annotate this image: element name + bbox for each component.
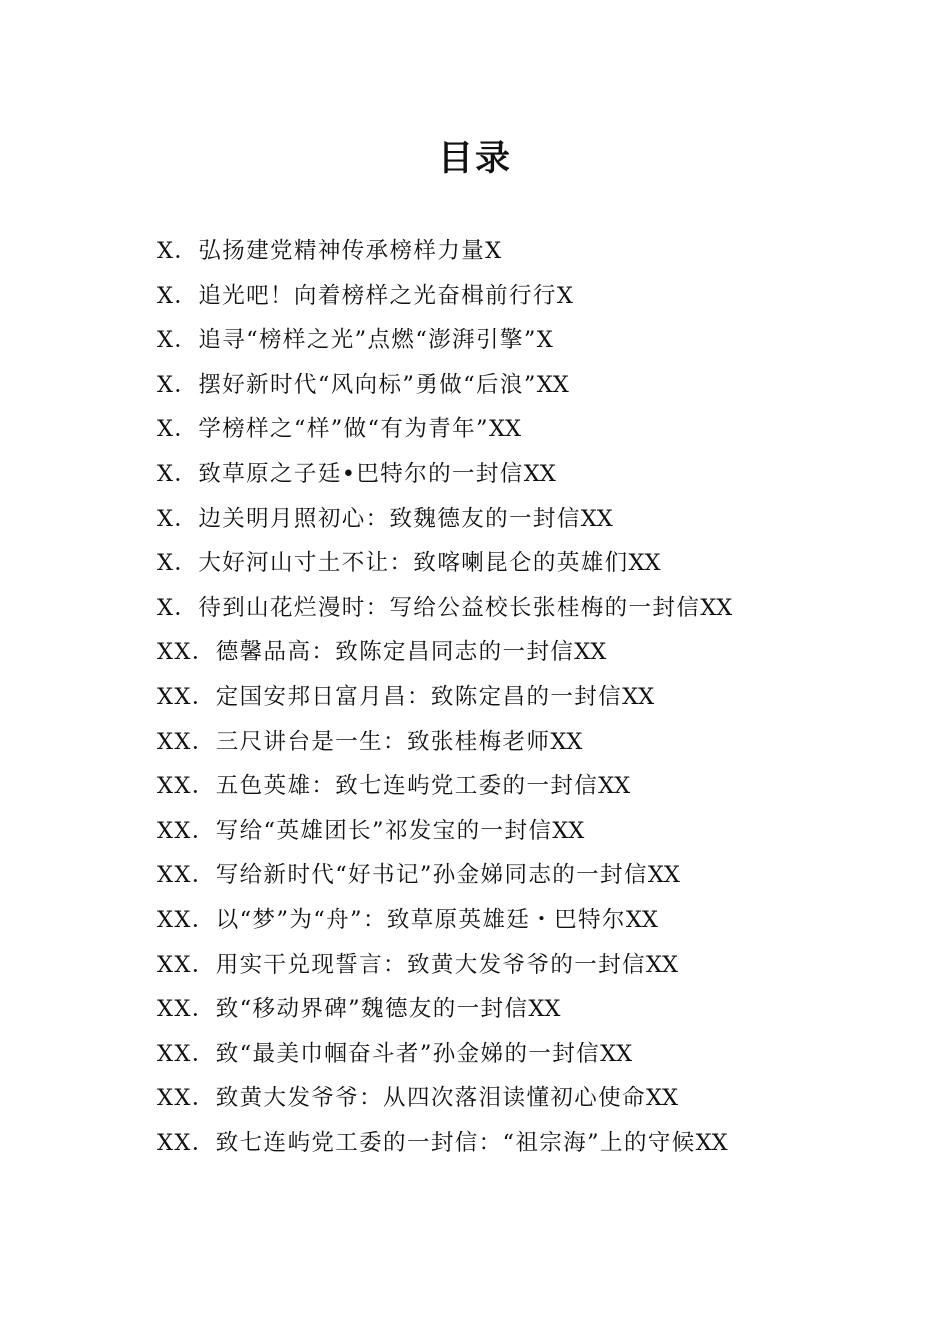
entry-number: X．	[157, 416, 199, 443]
entry-page: XX	[695, 1129, 728, 1156]
entry-number: XX．	[157, 996, 216, 1023]
toc-entry	[157, 407, 877, 452]
entry-title: 定国安邦日富月昌：致陈定昌的一封信	[215, 683, 623, 710]
entry-number: X．	[157, 550, 199, 577]
entry-title: 致七连屿党工委的一封信：“祖宗海”上的守候	[215, 1129, 696, 1156]
toc-entry	[157, 274, 877, 319]
entry-title: 弘扬建党精神传承榜样力量	[198, 238, 486, 264]
entry-number: XX．	[157, 951, 216, 978]
entry-number: XX．	[157, 1129, 216, 1156]
entry-number: X．	[157, 594, 199, 621]
toc-entry	[157, 363, 877, 408]
toc-entry	[157, 987, 877, 1032]
entry-title: 致“移动界碑”魏德友的一封信	[215, 996, 529, 1023]
entry-page: XX	[552, 817, 585, 844]
entry-page: XX	[700, 594, 733, 621]
entry-page: XX	[647, 862, 680, 889]
toc-entry	[157, 675, 877, 720]
entry-number: X．	[157, 282, 199, 309]
toc-entry	[157, 1121, 877, 1166]
entry-title: 学榜样之“样”做“有为青年”	[198, 416, 489, 443]
entry-page: XX	[625, 906, 658, 933]
entry-title: 致草原之子廷•巴特尔的一封信	[198, 460, 524, 487]
entry-number: X．	[157, 238, 199, 264]
entry-page: X	[485, 238, 502, 264]
entry-title: 边关明月照初心：致魏德友的一封信	[198, 505, 581, 532]
entry-page: XX	[488, 416, 521, 443]
entry-number: XX．	[157, 683, 216, 710]
toc-entry	[157, 541, 877, 586]
entry-title: 三尺讲台是一生：致张桂梅老师	[215, 728, 551, 755]
entry-page: XX	[574, 639, 607, 666]
entry-title: 致黄大发爷爷：从四次落泪读懂初心使命	[215, 1085, 646, 1112]
entry-title: 摆好新时代“风向标”勇做“后浪”	[198, 371, 537, 398]
toc-entry	[157, 1076, 877, 1121]
entry-number: X．	[157, 505, 199, 532]
toc-entry	[157, 318, 877, 363]
entry-number: X．	[157, 327, 199, 354]
entry-title: 德馨品高：致陈定昌同志的一封信	[215, 639, 575, 666]
entry-page: X	[556, 282, 573, 309]
entry-number: XX．	[157, 1040, 216, 1067]
entry-page: XX	[622, 683, 655, 710]
entry-number: XX．	[157, 862, 216, 889]
toc-entry	[157, 809, 877, 854]
toc-entry	[157, 853, 877, 898]
entry-title: 用实干兑现誓言：致黄大发爷爷的一封信	[215, 951, 646, 978]
toc-entry	[157, 764, 877, 809]
entry-page: XX	[580, 505, 613, 532]
entry-number: X．	[157, 460, 199, 487]
entry-number: XX．	[157, 728, 216, 755]
entry-page: XX	[645, 1085, 678, 1112]
entry-page: XX	[550, 728, 583, 755]
entry-title: 追寻“榜样之光”点燃“澎湃引擎”	[198, 327, 537, 354]
toc-entry	[157, 943, 877, 988]
page-title: 目录	[437, 138, 512, 179]
toc-entry	[157, 898, 877, 943]
entry-number: XX．	[157, 1085, 216, 1112]
entry-number: XX．	[157, 773, 216, 800]
entry-page: X	[536, 327, 553, 354]
toc-entry	[157, 452, 877, 497]
entry-page: XX	[536, 371, 569, 398]
entry-title: 追光吧！向着榜样之光奋楫前行行	[198, 282, 557, 309]
entry-number: XX．	[157, 906, 216, 933]
entry-page: XX	[628, 550, 661, 577]
entry-title: 写给新时代“好书记”孙金娣同志的一封信	[215, 862, 648, 889]
toc-entry	[157, 586, 877, 631]
entry-page: XX	[600, 1040, 633, 1067]
entry-page: XX	[523, 460, 556, 487]
toc-entry	[157, 630, 877, 675]
entry-title: 写给“英雄团长”祁发宝的一封信	[215, 817, 553, 844]
entry-number: X．	[157, 371, 199, 398]
table-of-contents	[157, 229, 877, 1165]
toc-entry	[157, 1032, 877, 1077]
entry-number: XX．	[157, 639, 216, 666]
entry-title: 以“梦”为“舟”：致草原英雄廷・巴特尔	[215, 906, 626, 933]
entry-title: 大好河山寸土不让：致喀喇昆仑的英雄们	[198, 550, 629, 577]
entry-title: 待到山花烂漫时：写给公益校长张桂梅的一封信	[198, 594, 701, 621]
entry-title: 致“最美巾帼奋斗者”孙金娣的一封信	[215, 1040, 601, 1067]
entry-page: XX	[528, 996, 561, 1023]
toc-entry	[157, 229, 877, 274]
entry-number: XX．	[157, 817, 216, 844]
toc-entry	[157, 497, 877, 542]
entry-page: XX	[598, 773, 631, 800]
entry-page: XX	[645, 951, 678, 978]
toc-entry	[157, 720, 877, 765]
entry-title: 五色英雄：致七连屿党工委的一封信	[215, 773, 599, 800]
